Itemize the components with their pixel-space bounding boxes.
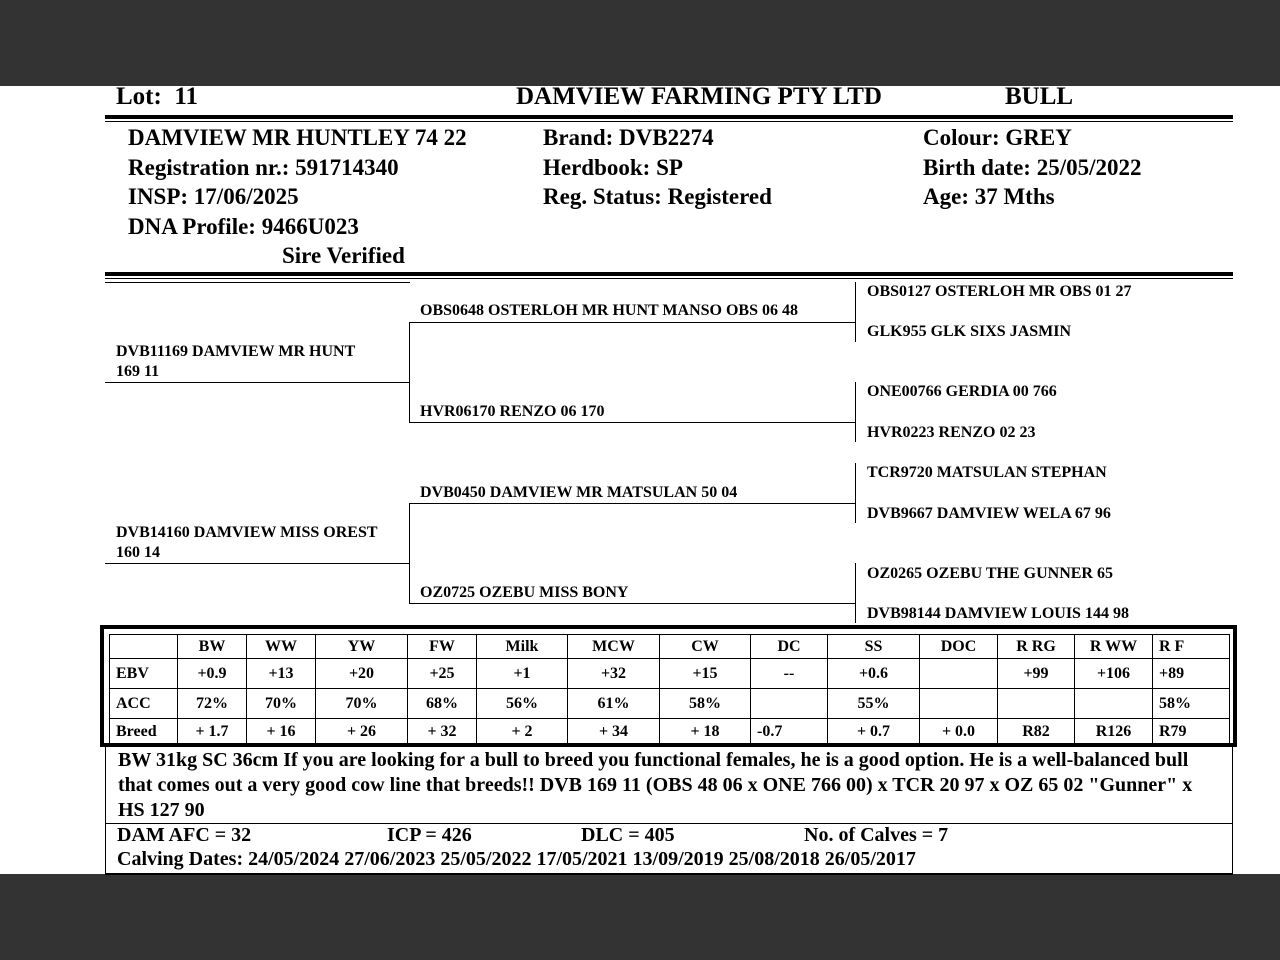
inspection-date: INSP: 17/06/2025 xyxy=(128,184,299,209)
ebv-cell xyxy=(998,689,1075,719)
pedigree-top-line xyxy=(105,282,410,283)
ebv-cell: + 18 xyxy=(660,719,751,746)
pedigree-sire-dam: HVR06170 RENZO 06 170 xyxy=(420,403,605,420)
pedigree-gg-3: ONE00766 GERDIA 00 766 xyxy=(867,383,1057,400)
ebv-cell: 61% xyxy=(568,689,660,719)
ebv-cell: +89 xyxy=(1153,659,1230,689)
ebv-row-label: EBV xyxy=(110,659,178,689)
pedigree-bracket-2 xyxy=(855,382,856,442)
herdbook: Herdbook: SP xyxy=(543,155,683,180)
lot-sheet xyxy=(0,83,1280,874)
pedigree-dam-dam-line xyxy=(409,603,856,604)
ebv-row-label: ACC xyxy=(110,689,178,719)
pedigree-gg-6: DVB9667 DAMVIEW WELA 67 96 xyxy=(867,505,1111,522)
dam-no-of-calves: No. of Calves = 7 xyxy=(804,824,949,846)
pedigree-dam-dam: OZ0725 OZEBU MISS BONY xyxy=(420,584,629,601)
ebv-header-cell: BW xyxy=(178,635,247,659)
pedigree-bracket-4 xyxy=(855,563,856,623)
registration-status: Reg. Status: Registered xyxy=(543,184,772,209)
ebv-cell: +1 xyxy=(477,659,568,689)
dna-profile: DNA Profile: 9466U023 xyxy=(128,214,359,239)
comment-box xyxy=(105,747,1233,823)
ebv-cell xyxy=(751,689,828,719)
pedigree-gg-1: OBS0127 OSTERLOH MR OBS 01 27 xyxy=(867,283,1132,300)
ebv-cell: 58% xyxy=(1153,689,1230,719)
ebv-cell: 56% xyxy=(477,689,568,719)
ebv-header-cell: SS xyxy=(828,635,920,659)
ebv-cell: + 1.7 xyxy=(178,719,247,746)
pedigree-sire-sire: OBS0648 OSTERLOH MR HUNT MANSO OBS 06 48 xyxy=(420,302,798,319)
ebv-cell: +106 xyxy=(1075,659,1153,689)
ebv-cell: 72% xyxy=(178,689,247,719)
dam-stats-box xyxy=(105,823,1233,875)
pedigree-bracket-1 xyxy=(855,282,856,342)
lot-label xyxy=(116,83,198,111)
ebv-cell: +0.6 xyxy=(828,659,920,689)
ebv-cell: 70% xyxy=(316,689,408,719)
ebv-cell: + 26 xyxy=(316,719,408,746)
ebv-cell: 58% xyxy=(660,689,751,719)
pedigree-dam-line xyxy=(105,563,410,564)
ebv-cell: 68% xyxy=(408,689,477,719)
ebv-cell: R126 xyxy=(1075,719,1153,746)
pedigree-gg-4: HVR0223 RENZO 02 23 xyxy=(867,424,1036,441)
header-rule-thin xyxy=(105,121,1233,122)
ebv-row-label: Breed xyxy=(110,719,178,746)
ebv-cell: R82 xyxy=(998,719,1075,746)
pedigree-dam-line2: 160 14 xyxy=(116,544,160,561)
pedigree-gg-8: DVB98144 DAMVIEW LOUIS 144 98 xyxy=(867,605,1129,622)
ebv-header-cell: Milk xyxy=(477,635,568,659)
lot-number: 11 xyxy=(174,83,198,110)
ebv-header-cell xyxy=(110,635,178,659)
pedigree-sire-sire-line xyxy=(409,322,856,323)
ebv-cell: 70% xyxy=(247,689,316,719)
ebv-header-row xyxy=(110,635,1230,659)
ebv-header-cell: MCW xyxy=(568,635,660,659)
pedigree-gg-7: OZ0265 OZEBU THE GUNNER 65 xyxy=(867,565,1113,582)
ebv-cell: +25 xyxy=(408,659,477,689)
animal-name: DAMVIEW MR HUNTLEY 74 22 xyxy=(128,125,467,150)
ebv-header-cell: YW xyxy=(316,635,408,659)
ebv-cell: + 16 xyxy=(247,719,316,746)
ebv-header-cell: R RG xyxy=(998,635,1075,659)
ebv-cell xyxy=(1075,689,1153,719)
registration-number: Registration nr.: 591714340 xyxy=(128,155,399,180)
ebv-cell: +32 xyxy=(568,659,660,689)
ebv-header-cell: WW xyxy=(247,635,316,659)
ebv-header-cell: R F xyxy=(1153,635,1230,659)
ebv-cell: +15 xyxy=(660,659,751,689)
ebv-cell: +99 xyxy=(998,659,1075,689)
dam-afc: DAM AFC = 32 xyxy=(117,824,252,846)
ebv-header-cell: DC xyxy=(751,635,828,659)
header-rule xyxy=(105,115,1233,119)
ebv-cell: -- xyxy=(751,659,828,689)
details-rule-thin xyxy=(105,278,1233,279)
ebv-header-cell: R WW xyxy=(1075,635,1153,659)
comment-text: BW 31kg SC 36cm If you are looking for a bull to breed you functional females, he is a good option. He is a well-balanced bull that comes out a very good cow line that breeds!! DVB 169 11 (OBS 48 06 x ONE 766 00) x TCR 20 97 x OZ 65 02 "Gunner" x HS 127 90 xyxy=(118,749,1193,821)
pedigree-sire-line2: 169 11 xyxy=(116,363,160,380)
brand: Brand: DVB2274 xyxy=(543,125,714,150)
pedigree-sire-dam-line xyxy=(409,422,856,423)
dam-dlc: DLC = 405 xyxy=(581,824,675,846)
lot-label-text: Lot: xyxy=(116,83,162,110)
ebv-cell: -0.7 xyxy=(751,719,828,746)
pedigree-bracket-3 xyxy=(855,463,856,523)
ebv-cell: + 34 xyxy=(568,719,660,746)
pedigree-sire-bracket xyxy=(409,322,410,422)
sire-verified: Sire Verified xyxy=(282,243,405,268)
ebv-cell: + 0.7 xyxy=(828,719,920,746)
ebv-cell: + 0.0 xyxy=(920,719,998,746)
ebv-cell: + 32 xyxy=(408,719,477,746)
colour: Colour: GREY xyxy=(923,125,1072,150)
pedigree-gg-5: TCR9720 MATSULAN STEPHAN xyxy=(867,464,1107,481)
pedigree-gg-2: GLK955 GLK SIXS JASMIN xyxy=(867,323,1072,340)
ebv-cell xyxy=(920,689,998,719)
ebv-cell: R79 xyxy=(1153,719,1230,746)
pedigree-sire: DVB11169 DAMVIEW MR HUNT xyxy=(116,343,356,360)
pedigree-dam-sire: DVB0450 DAMVIEW MR MATSULAN 50 04 xyxy=(420,484,738,501)
ebv-table xyxy=(109,634,1230,746)
ebv-cell: +0.9 xyxy=(178,659,247,689)
sex-label: BULL xyxy=(1005,83,1074,110)
ebv-cell: +13 xyxy=(247,659,316,689)
ebv-header-cell: DOC xyxy=(920,635,998,659)
ebv-table-frame xyxy=(100,625,1237,747)
breeder-name: DAMVIEW FARMING PTY LTD xyxy=(516,83,882,110)
birth-date: Birth date: 25/05/2022 xyxy=(923,155,1142,180)
pedigree-dam-bracket xyxy=(409,503,410,603)
ebv-row-acc xyxy=(110,689,1230,719)
ebv-cell: +20 xyxy=(316,659,408,689)
ebv-header-cell: FW xyxy=(408,635,477,659)
ebv-cell: + 2 xyxy=(477,719,568,746)
pedigree-dam-sire-line xyxy=(409,503,856,504)
ebv-row-breed xyxy=(110,719,1230,746)
calving-dates: Calving Dates: 24/05/2024 27/06/2023 25/05/2022 17/05/2021 13/09/2019 25/08/2018 26/05/2017 xyxy=(117,848,916,870)
ebv-row-ebv xyxy=(110,659,1230,689)
ebv-cell: 55% xyxy=(828,689,920,719)
dam-icp: ICP = 426 xyxy=(387,824,472,846)
age: Age: 37 Mths xyxy=(923,184,1055,209)
pedigree-sire-line xyxy=(105,382,410,383)
ebv-cell xyxy=(920,659,998,689)
pedigree-dam: DVB14160 DAMVIEW MISS OREST xyxy=(116,524,378,541)
details-rule xyxy=(105,272,1233,276)
ebv-header-cell: CW xyxy=(660,635,751,659)
